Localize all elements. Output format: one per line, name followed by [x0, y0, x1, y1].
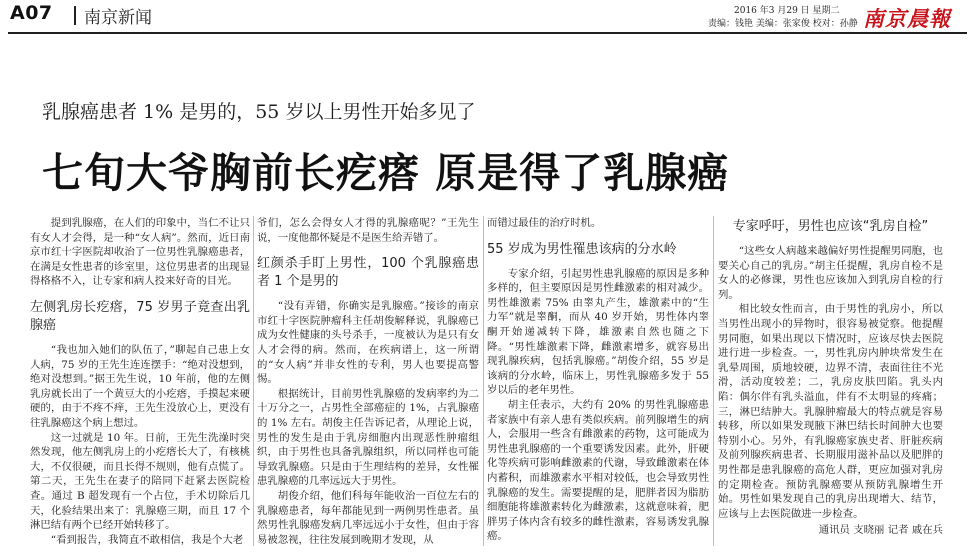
editor-credits: 责编：钱艳 美编：张家俊 校对：孙静 [708, 19, 858, 29]
paragraph: 而错过最佳的治疗时机。 [487, 217, 602, 229]
article-byline: 通讯员 支晓丽 记者 戚在兵 [818, 524, 943, 537]
masthead-rule [8, 32, 967, 34]
paragraph: 胡主任表示，大约有 20% 的男性乳腺癌患者家族中有亲人患有类似疾病。前列腺增生的病人，会服用一些含有雌激素的药物，这可能成为男性患乳腺癌的一个重要诱发因素。此外，肝硬化等疾病可影响雌激素的代谢，导致雌激素在体内蓄积，而雄激素水平相对较低，也会导致男性乳腺癌的发生。需要提醒的是，肥胖者因为脂肪细胞能将雄激素转化为雌激素，这就意味着，肥胖男子体内含有较多的雌性激素，容易诱发乳腺癌。 [487, 398, 709, 543]
article-column-3 [487, 216, 709, 552]
paragraph: “看到报告，我简直不敢相信，我是个大老 [50, 533, 244, 546]
column-divider [483, 216, 484, 546]
column-divider [713, 216, 714, 546]
paragraph: 胡俊介绍，他们科每年能收治一百位左右的乳腺癌患者，每年都能见到一两例男性患者。虽然男性乳腺癌发病几率远远小于女性，但由于容易被忽视，往往发展到晚期才发现，从 [257, 489, 479, 546]
paragraph: “这些女人病越来越偏好男性提醒男同胞，也要关心自己的乳房。”胡主任提醒，乳房自检不是女人的必修课，男性也应该加入到乳房自检的行列。 [718, 245, 943, 301]
section-subheading: 左侧乳房长疙瘩，75 岁男子竟查出乳腺癌 [30, 299, 250, 333]
paragraph: 提到乳腺癌，在人们的印象中，当仁不让只有女人才会得，是一种“女人病”。然而，近日南京市红十字医院却收治了一位男性乳腺癌患者，在满是女性患者的诊室里，这位男患者的出现显得格格不入，让专家和病人投来好奇的目光。 [30, 217, 250, 288]
article-column-1 [30, 216, 250, 552]
paragraph: 爷们，怎么会得女人才得的乳腺癌呢？”王先生说，一度他都怀疑是不是医生给弄错了。 [257, 217, 479, 244]
masthead-divider [74, 6, 76, 25]
paragraph: “我也加入她们的队伍了，”聊起自己患上女人病，75 岁的王先生连连摆手：“绝对没想到，绝对没想到。”据王先生说，10 年前，他的左侧乳房就长出了一个黄豆大的小疙瘩，手摸起来硬硬的，由于不疼不痒，王先生没放心上，更没有往乳腺癌这个病上想过。 [30, 343, 250, 429]
issue-date: 2016 年3 月29 日 星期二 [734, 6, 840, 16]
article-headline: 七旬大爷胸前长疙瘩 原是得了乳腺癌 [42, 149, 730, 197]
section-subheading: 红颜杀手盯上男性，100 个乳腺癌患者 1 个是男的 [257, 256, 479, 290]
section-subheading: 55 岁成为男性罹患该病的分水岭 [487, 241, 677, 257]
article-subtitle: 乳腺癌患者 1% 是男的，55 岁以上男性开始多见了 [42, 101, 476, 123]
article-column-2 [257, 216, 479, 552]
paragraph: 这一过就是 10 年。日前，王先生洗澡时突然发现，他左侧乳房上的小疙瘩长大了，有核桃大，不仅很硬，而且长得不规则，他有点慌了。第二天，王先生在妻子的陪同下赶紧去医院检查。通过 B 超发现有一个占位，手术切除后几天，化验结果出来了：乳腺癌三期，而且 17 个淋巴结有两个已经开始转移了。 [30, 431, 250, 532]
paragraph: 相比较女性而言，由于男性的乳房小，所以当男性出现小的异物时，很容易被觉察。他提醒男同胞，如果出现以下情况时，应该尽快去医院进行进一步检查。一，男性乳房内肿块常发生在乳晕周围，质地较硬，边界不清，表面往往不光滑，活动度较差；二，乳房皮肤凹陷。乳头内陷：偶尔伴有乳头溢血，伴有不太明显的疼痛；三，淋巴结肿大。乳腺肿瘤最大的特点就是容易转移，所以如果发现腋下淋巴结长时间肿大也要特别小心。另外，有乳腺癌家族史者、肝脏疾病及前列腺疾病患者、长期服用滋补品以及肥胖的男性都是患乳腺癌的高危人群，更应加强对乳房的定期检查。预防乳腺癌要从预防乳腺增生开始。男性如果发现自己的乳房出现增大、结节，应该与上去医院做进一步检查。 [718, 303, 943, 520]
column-divider [253, 216, 254, 546]
section-subheading: 专家呼吁，男性也应该“乳房自检” [732, 219, 929, 234]
page-number: A07 [10, 2, 53, 24]
section-title: 南京新闻 [84, 8, 152, 28]
paragraph: 根据统计，目前男性乳腺癌的发病率约为二十万分之一，占男性全部癌症的 1%，占乳腺癌的 1% 左右。胡俊主任告诉记者，从理论上说，男性的发生是由于乳房细胞内出现恶性肿瘤组织，由于男性也具备乳腺组织，所以同样也可能导致乳腺癌。只是由于生理结构的差异，女性罹患乳腺癌的几率远远大于男性。 [257, 387, 479, 488]
paragraph: “没有弄错，你确实是乳腺癌。”接诊的南京市红十字医院肿瘤科主任胡俊解释说，乳腺癌已成为女性健康的头号杀手，一度被认为是只有女人才会得的病。然而，在疾病谱上，这一所谓的“女人病”并非女性的专利，男人也要提高警惕。 [257, 300, 479, 386]
newspaper-logo: 南京晨報 [863, 6, 951, 31]
paragraph: 专家介绍，引起男性患乳腺癌的原因是多种多样的，但主要原因是男性雌激素的相对减少。男性雄激素 75% 由睾丸产生，雄激素中的“生力军”就是睾酮，而从 40 岁开始，男性体内睾酮开始递减转下降，雄激素自然也随之下降。“男性雄激素下降，雌激素增多，就容易出现乳腺疾病，包括乳腺癌。”胡俊介绍，55 岁是该病的分水岭，临床上，男性乳腺癌多发于 55 岁以后的老年男性。 [487, 267, 709, 397]
article-column-4 [718, 216, 943, 552]
